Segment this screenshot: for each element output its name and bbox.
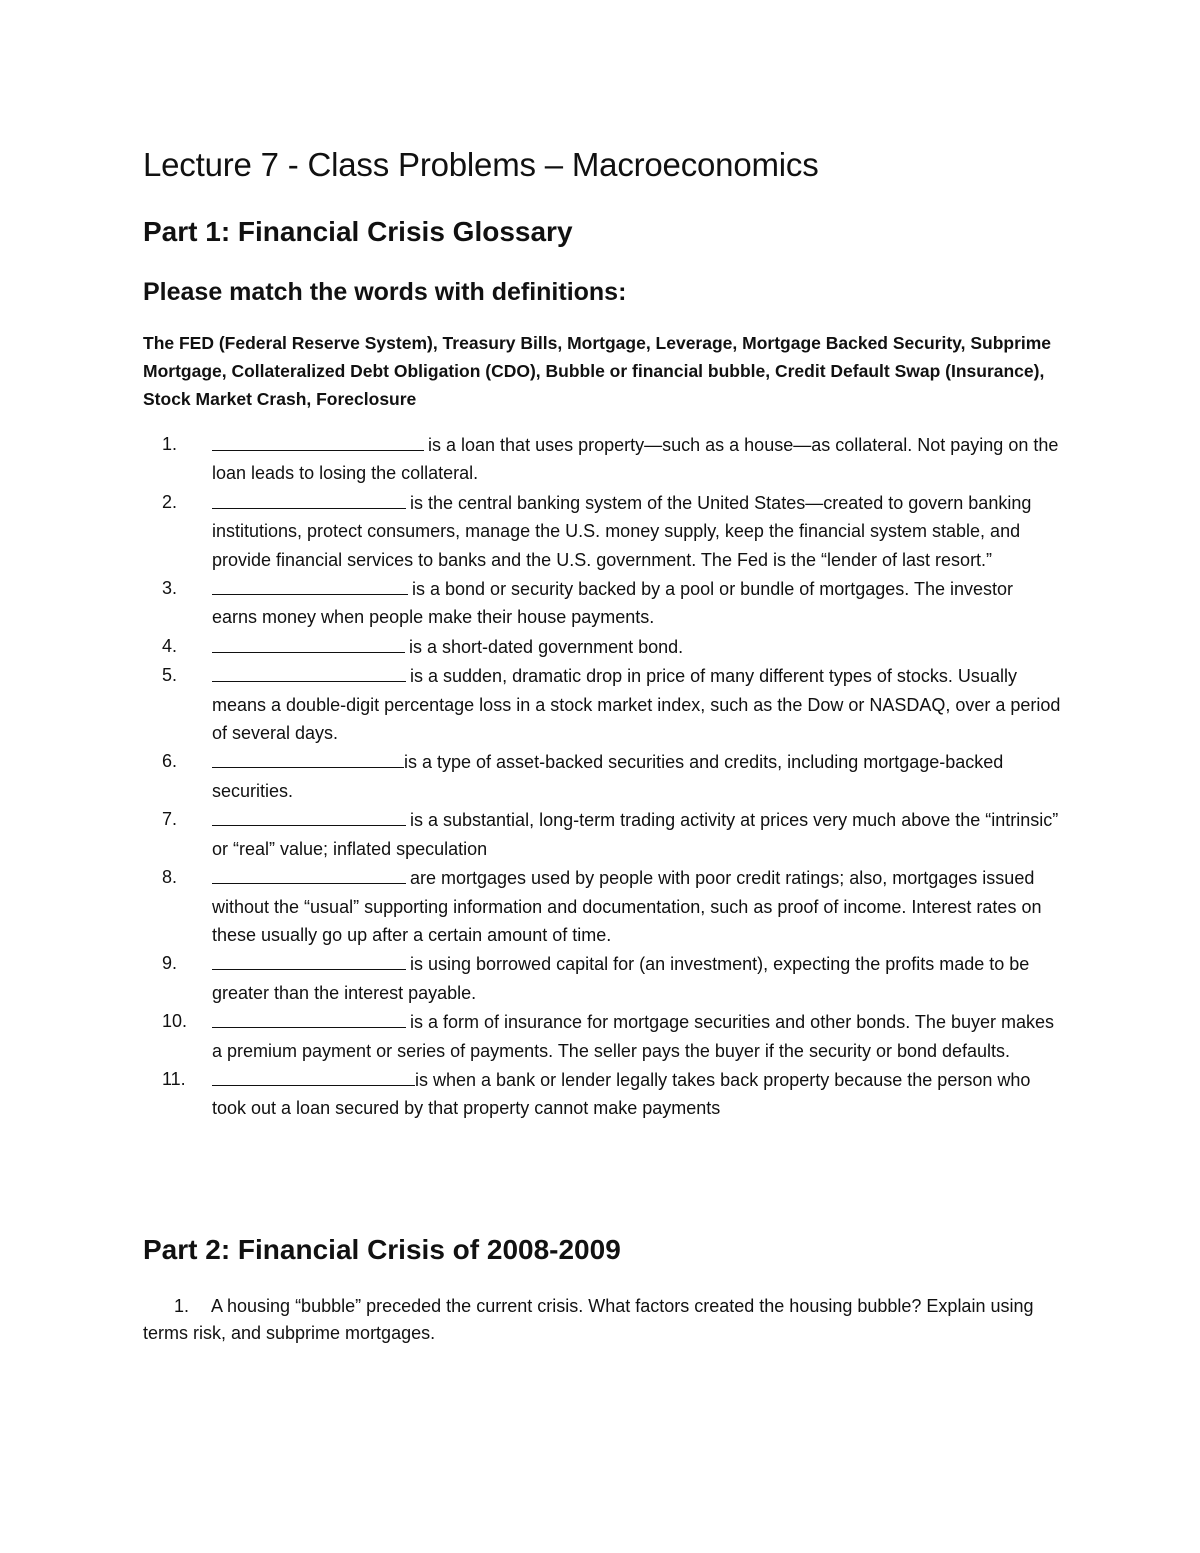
definition-list <box>143 430 1063 1123</box>
item-number: 11. <box>162 1068 186 1089</box>
item-number: 2. <box>162 491 178 512</box>
answer-blank[interactable] <box>212 661 406 682</box>
answer-blank[interactable] <box>212 805 406 826</box>
definition-item <box>143 863 1063 949</box>
answer-blank[interactable] <box>212 488 406 509</box>
answer-blank[interactable] <box>212 574 408 595</box>
answer-blank[interactable] <box>212 1007 406 1028</box>
answer-blank[interactable] <box>212 632 405 653</box>
item-number: 3. <box>162 578 178 599</box>
definition-item <box>143 949 1063 1007</box>
definition-text: is a loan that uses property—such as a house—as collateral. Not paying on the loan leads to losing the collateral. <box>212 435 1059 484</box>
item-number: 6. <box>162 751 178 772</box>
item-number: 9. <box>162 953 178 974</box>
definition-text: is a sudden, dramatic drop in price of many different types of stocks. Usually means a double-digit percentage loss in a stock market index, such as the Dow or NASDAQ, over a period of several days. <box>212 666 1061 744</box>
definition-text: is a short-dated government bond. <box>409 636 684 657</box>
definition-text: is the central banking system of the United States—created to govern banking institutions, protect consumers, manage the U.S. money supply, keep the financial system stable, and provide financial services to banks and the U.S. government. The Fed is the “lender of last resort.” <box>212 492 1032 570</box>
definition-text: are mortgages used by people with poor credit ratings; also, mortgages issued without the “usual” supporting information and documentation, such as proof of income. Interest rates on these usually go up after a certain amount of time. <box>212 868 1042 945</box>
definition-item <box>143 574 1063 632</box>
answer-blank[interactable] <box>212 747 404 768</box>
definition-item <box>143 1007 1063 1065</box>
answer-blank[interactable] <box>212 949 406 970</box>
question-number: 1. <box>174 1296 190 1316</box>
definition-text: is when a bank or lender legally takes back property because the person who took out a loan secured by that property cannot make payments <box>212 1069 1031 1119</box>
definition-text: is a type of asset-backed securities and credits, including mortgage-backed securities. <box>212 752 1004 801</box>
definition-text: is using borrowed capital for (an investment), expecting the profits made to be greater than the interest payable. <box>212 954 1030 1003</box>
definition-text: is a bond or security backed by a pool or bundle of mortgages. The investor earns money when people make their house payments. <box>212 579 1014 628</box>
item-number: 10. <box>162 1011 188 1032</box>
definition-item <box>143 430 1063 488</box>
question-list <box>143 1293 1063 1347</box>
definition-item <box>143 661 1063 747</box>
question-item <box>143 1293 1063 1347</box>
definition-item <box>143 805 1063 863</box>
match-instruction: Please match the words with definitions: <box>143 278 627 306</box>
definition-item <box>143 632 1063 661</box>
definition-item <box>143 488 1063 574</box>
question-text: A housing “bubble” preceded the current crisis. What factors created the housing bubble? Explain using terms risk, and subprime mortgages. <box>143 1296 1034 1343</box>
item-number: 4. <box>162 635 178 656</box>
definition-item <box>143 747 1063 805</box>
document-title: Lecture 7 - Class Problems – Macroeconomics <box>143 146 819 183</box>
definition-text: is a substantial, long-term trading activity at prices very much above the “intrinsic” or “real” value; inflated speculation <box>212 810 1059 859</box>
answer-blank[interactable] <box>212 863 406 884</box>
answer-blank[interactable] <box>212 430 424 451</box>
word-bank: The FED (Federal Reserve System), Treasury Bills, Mortgage, Leverage, Mortgage Backed Security, Subprime Mortgage, Collateralized Debt Obligation (CDO), Bubble or financial bubble, Credit Default Swap (Insurance), Stock Market Crash, Foreclosure <box>143 333 1052 409</box>
definition-item <box>143 1065 1063 1123</box>
part1-heading: Part 1: Financial Crisis Glossary <box>143 216 573 247</box>
item-number: 7. <box>162 809 178 830</box>
item-number: 5. <box>162 665 178 686</box>
part2-heading: Part 2: Financial Crisis of 2008-2009 <box>143 1234 621 1265</box>
answer-blank[interactable] <box>212 1065 415 1086</box>
definition-text: is a form of insurance for mortgage securities and other bonds. The buyer makes a premium payment or series of payments. The seller pays the buyer if the security or bond defaults. <box>212 1012 1054 1061</box>
item-number: 1. <box>162 434 178 454</box>
item-number: 8. <box>162 867 178 888</box>
